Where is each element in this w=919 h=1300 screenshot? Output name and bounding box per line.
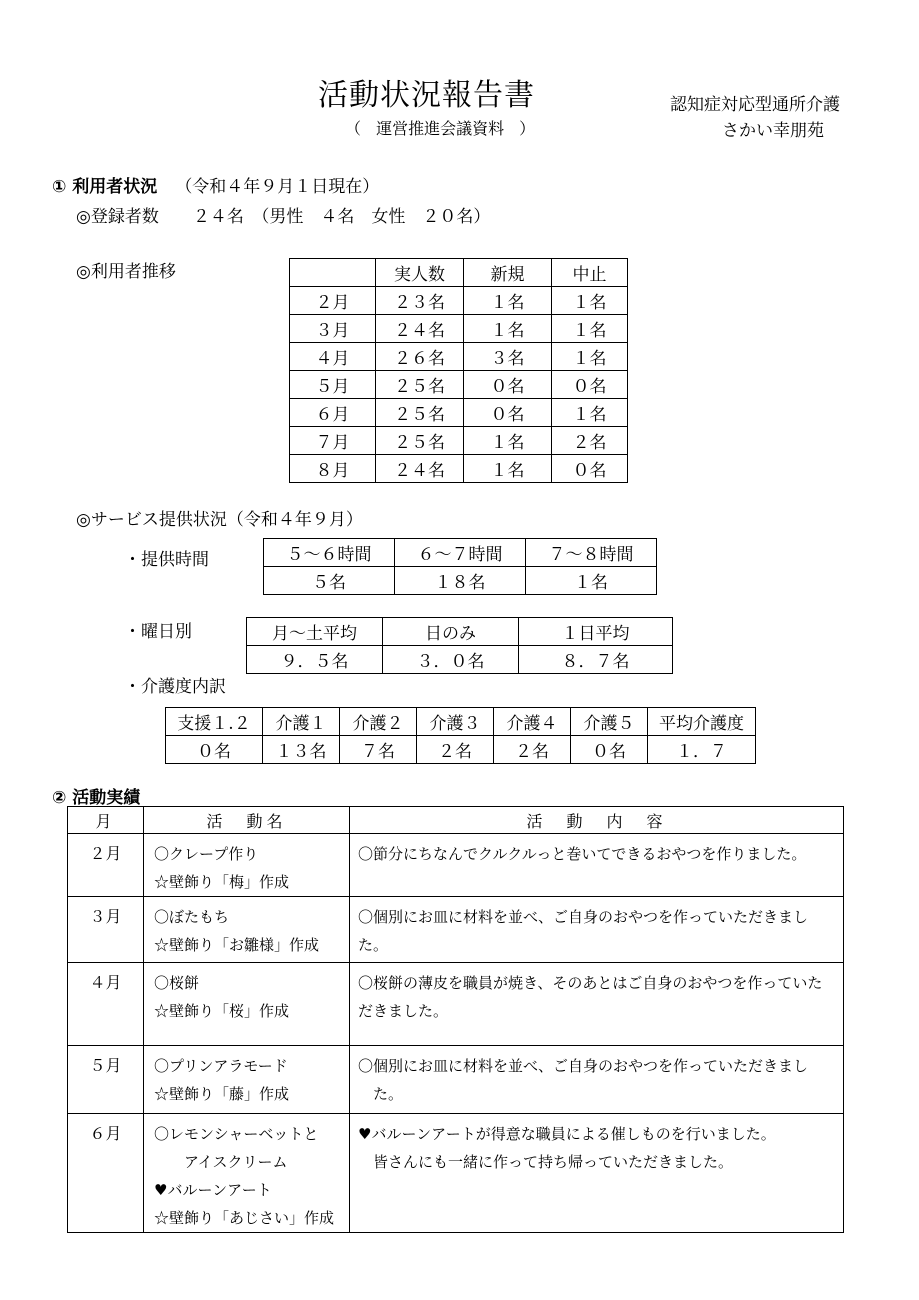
table-header-cell: 介護５ — [571, 708, 648, 736]
table-header-cell: 介護１ — [263, 708, 340, 736]
table-header-row — [68, 807, 844, 834]
table-header-cell: ５～６時間 — [264, 539, 395, 567]
table-cell: ７名 — [340, 736, 417, 764]
table-row — [166, 736, 756, 764]
organization-type: 認知症対応型通所介護 — [670, 95, 840, 115]
document-subtitle: （ 運営推進会議資料 ） — [345, 119, 536, 138]
new-count-cell: １名 — [464, 315, 552, 343]
table-header-cell: ７～８時間 — [526, 539, 657, 567]
table-cell: ０名 — [166, 736, 263, 764]
activity-content-line: 〇個別にお皿に材料を並べ、ご自身のおやつを作っていただきまし — [358, 1057, 809, 1075]
table-row — [68, 897, 844, 963]
table-cell: １名 — [526, 567, 657, 595]
section1-date: （令和４年９月１日現在） — [175, 177, 380, 197]
activity-name-line: 〇プリンアラモード — [154, 1057, 288, 1075]
table-header-row — [166, 708, 756, 736]
month-cell: ６月 — [68, 1114, 144, 1233]
activity-table — [67, 806, 844, 1233]
table-header-cell: 日のみ — [383, 618, 519, 646]
table-header-cell: 活 動 内 容 — [350, 807, 844, 834]
activity-content-line: た。 — [358, 936, 389, 954]
stop-count-cell: １名 — [552, 399, 628, 427]
activity-content-line: 〇節分にちなんでクルクルっと巻いてできるおやつを作りました。 — [358, 845, 807, 863]
activity-name-line: ☆壁飾り「あじさい」作成 — [154, 1209, 335, 1227]
month-cell: ５月 — [290, 371, 376, 399]
month-cell: ５月 — [68, 1046, 144, 1114]
activity-content-line: だきました。 — [358, 1002, 449, 1020]
stop-count-cell: ０名 — [552, 371, 628, 399]
table-cell: １．７ — [648, 736, 756, 764]
month-cell: ６月 — [290, 399, 376, 427]
activity-content-cell — [350, 1114, 844, 1233]
table-header-cell: 新規 — [464, 259, 552, 287]
stop-count-cell: ０名 — [552, 455, 628, 483]
new-count-cell: １名 — [464, 455, 552, 483]
table-row — [290, 371, 628, 399]
weekday-label: ・曜日別 — [124, 622, 192, 642]
actual-count-cell: ２３名 — [376, 287, 464, 315]
activity-name-cell — [144, 897, 350, 963]
table-header-cell: １日平均 — [519, 618, 673, 646]
table-cell: ２名 — [494, 736, 571, 764]
new-count-cell: １名 — [464, 287, 552, 315]
month-cell: ４月 — [68, 963, 144, 1046]
table-row — [290, 427, 628, 455]
table-cell: ０名 — [571, 736, 648, 764]
activity-content-cell — [350, 1046, 844, 1114]
activity-name-cell — [144, 834, 350, 897]
registered-count: ◎登録者数 ２４名 （男性 ４名 女性 ２０名） — [76, 207, 491, 227]
table-row — [68, 834, 844, 897]
actual-count-cell: ２４名 — [376, 315, 464, 343]
activity-name-cell — [144, 1046, 350, 1114]
table-cell: １８名 — [395, 567, 526, 595]
month-cell: ３月 — [68, 897, 144, 963]
month-cell: ４月 — [290, 343, 376, 371]
activity-name-line: ☆壁飾り「桜」作成 — [154, 1002, 290, 1020]
table-header-cell: 支援１.２ — [166, 708, 263, 736]
actual-count-cell: ２４名 — [376, 455, 464, 483]
stop-count-cell: １名 — [552, 315, 628, 343]
table-header-cell: 月～土平均 — [247, 618, 383, 646]
activity-content-line: た。 — [358, 1085, 404, 1103]
table-header-cell: 平均介護度 — [648, 708, 756, 736]
new-count-cell: ０名 — [464, 399, 552, 427]
table-header-row — [264, 539, 657, 567]
table-cell: １３名 — [263, 736, 340, 764]
actual-count-cell: ２５名 — [376, 427, 464, 455]
section2-heading: ② 活動実績 — [52, 788, 141, 808]
activity-name-line: 〇クレープ作り — [154, 845, 259, 863]
activity-content-line: 〇桜餅の薄皮を職員が焼き、そのあとはご自身のおやつを作っていた — [358, 974, 823, 992]
table-row — [68, 1046, 844, 1114]
activity-name-cell — [144, 1114, 350, 1233]
new-count-cell: ０名 — [464, 371, 552, 399]
activity-name-line: 〇レモンシャーベットと — [154, 1125, 319, 1143]
table-row — [247, 646, 673, 674]
table-cell: ２名 — [417, 736, 494, 764]
service-hours-table — [263, 538, 657, 595]
table-header-cell: 実人数 — [376, 259, 464, 287]
month-cell: ２月 — [290, 287, 376, 315]
table-header-cell — [290, 259, 376, 287]
hours-label: ・提供時間 — [124, 550, 209, 570]
table-header-cell: 活 動名 — [144, 807, 350, 834]
activity-name-line: 〇桜餅 — [154, 974, 200, 992]
table-header-cell: ６～７時間 — [395, 539, 526, 567]
month-cell: ２月 — [68, 834, 144, 897]
activity-content-cell — [350, 963, 844, 1046]
activity-content-cell — [350, 834, 844, 897]
table-row — [290, 455, 628, 483]
table-cell: ９．５名 — [247, 646, 383, 674]
section1-title: ① 利用者状況 — [52, 177, 158, 197]
actual-count-cell: ２６名 — [376, 343, 464, 371]
table-header-cell: 介護３ — [417, 708, 494, 736]
new-count-cell: ３名 — [464, 343, 552, 371]
activity-name-line: ☆壁飾り「藤」作成 — [154, 1085, 290, 1103]
stop-count-cell: １名 — [552, 287, 628, 315]
table-row — [264, 567, 657, 595]
section1-heading — [52, 172, 379, 197]
service-label: ◎サービス提供状況（令和４年９月） — [76, 510, 363, 530]
table-row — [68, 963, 844, 1046]
month-cell: ８月 — [290, 455, 376, 483]
activity-name-cell — [144, 963, 350, 1046]
table-header-row — [290, 259, 628, 287]
table-header-row — [247, 618, 673, 646]
activity-name-line: ☆壁飾り「お雛様」作成 — [154, 936, 320, 954]
table-row — [290, 287, 628, 315]
table-row — [290, 315, 628, 343]
activity-content-line: 皆さんにも一緒に作って持ち帰っていただきました。 — [358, 1153, 734, 1171]
table-cell: ３．０名 — [383, 646, 519, 674]
activity-name-line: 〇ぼたもち — [154, 908, 230, 926]
table-header-cell: 介護２ — [340, 708, 417, 736]
table-cell: ５名 — [264, 567, 395, 595]
stop-count-cell: １名 — [552, 343, 628, 371]
user-transition-table — [289, 258, 628, 483]
care-level-table — [165, 707, 756, 764]
activity-name-line: ♥バルーンアート — [154, 1181, 272, 1199]
organization-name: さかい幸朋苑 — [722, 121, 824, 141]
table-cell: ８．７名 — [519, 646, 673, 674]
table-row — [290, 343, 628, 371]
stop-count-cell: ２名 — [552, 427, 628, 455]
table-header-cell: 中止 — [552, 259, 628, 287]
weekday-table — [246, 617, 673, 674]
table-row — [290, 399, 628, 427]
actual-count-cell: ２５名 — [376, 399, 464, 427]
table-header-cell: 介護４ — [494, 708, 571, 736]
care-label: ・介護度内訳 — [124, 677, 226, 697]
activity-content-cell — [350, 897, 844, 963]
month-cell: ３月 — [290, 315, 376, 343]
transition-label: ◎利用者推移 — [76, 262, 176, 282]
actual-count-cell: ２５名 — [376, 371, 464, 399]
table-header-cell: 月 — [68, 807, 144, 834]
table-row — [68, 1114, 844, 1233]
activity-name-line: アイスクリーム — [154, 1153, 288, 1171]
document-title: 活動状況報告書 — [318, 78, 535, 113]
new-count-cell: １名 — [464, 427, 552, 455]
month-cell: ７月 — [290, 427, 376, 455]
activity-name-line: ☆壁飾り「梅」作成 — [154, 873, 290, 891]
activity-content-line: 〇個別にお皿に材料を並べ、ご自身のおやつを作っていただきまし — [358, 908, 809, 926]
activity-content-line: ♥バルーンアートが得意な職員による催しものを行いました。 — [358, 1125, 776, 1143]
